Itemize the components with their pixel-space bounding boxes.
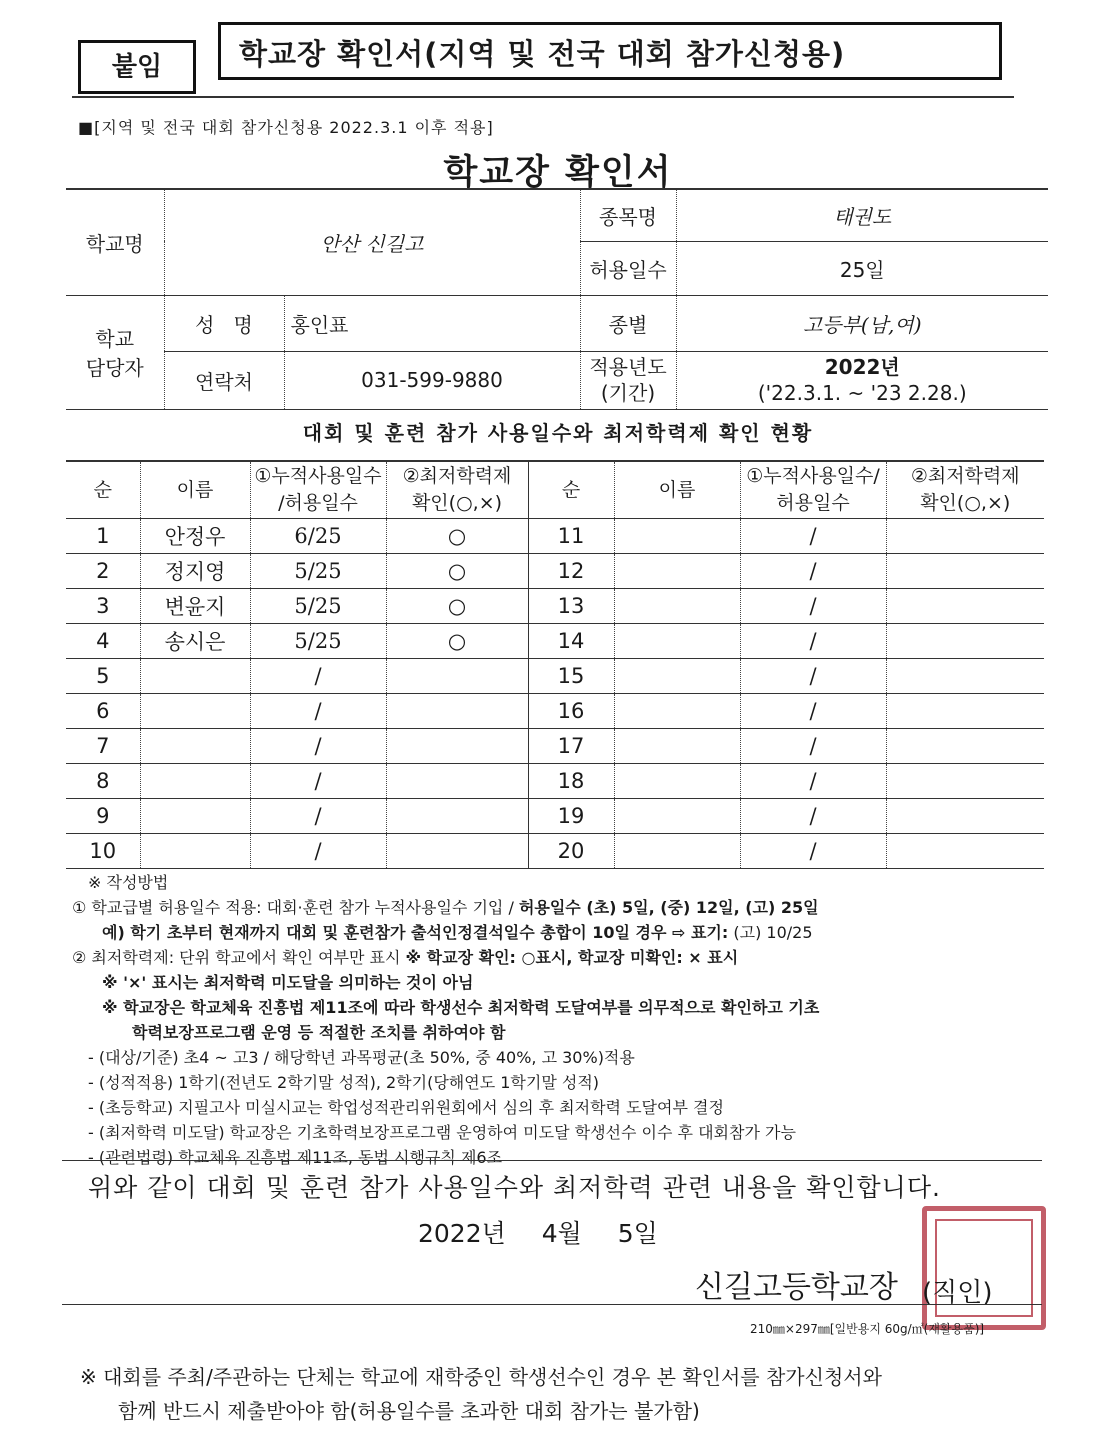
detail-1: - (대상/기준) 초4 ~ 고3 / 해당학년 과목평균(초 50%, 중 40%, 고 30%)적용 <box>88 1048 635 1067</box>
used-days: 5/25 <box>250 624 386 659</box>
used-days-right: / <box>740 659 886 694</box>
table-row <box>66 554 1044 589</box>
table-row <box>66 624 1044 659</box>
student-name-right <box>614 624 740 659</box>
used-days-right: / <box>740 519 886 554</box>
issue-date: 2022년 4월 5일 <box>418 1219 658 1248</box>
used-days-right: / <box>740 624 886 659</box>
instruction-3: ※ '×' 표시는 최저학력 미도달을 의미하는 것이 아님 <box>102 973 474 992</box>
instruction-4b: 학력보장프로그램 운영 등 적절한 조치를 취하여야 함 <box>132 1023 506 1042</box>
attachment-tag: 붙임 <box>78 40 196 94</box>
student-name-right <box>614 519 740 554</box>
bottom-divider <box>62 1304 1042 1305</box>
table-row <box>66 589 1044 624</box>
school-value: 안산 신길고 <box>164 189 580 295</box>
row-number: 9 <box>66 799 140 834</box>
min-check <box>386 834 528 869</box>
used-days: 5/25 <box>250 589 386 624</box>
min-check: ○ <box>386 519 528 554</box>
detail-2: - (성적적용) 1학기(전년도 2학기말 성적), 2학기(당해연도 1학기말 성적) <box>88 1073 600 1092</box>
student-name-right <box>614 729 740 764</box>
min-check <box>386 694 528 729</box>
table-row <box>66 519 1044 554</box>
period-label <box>580 351 676 409</box>
student-name <box>140 729 250 764</box>
row-number: 6 <box>66 694 140 729</box>
student-name <box>140 834 250 869</box>
header-min-right <box>886 461 1044 519</box>
row-number: 5 <box>66 659 140 694</box>
applicability-note: ■[지역 및 전국 대회 참가신청용 2022.3.1 이후 적용] <box>78 118 494 137</box>
min-check: ○ <box>386 589 528 624</box>
instruction-2-text: ② 최저학력제: 단위 학교에서 확인 여부만 표시 <box>72 948 406 967</box>
detail-3: - (초등학교) 지필고사 미실시교는 학업성적관리위원회에서 심의 후 최저학력 도달여부 결정 <box>88 1098 724 1117</box>
student-name-right <box>614 799 740 834</box>
row-number: 1 <box>66 519 140 554</box>
min-check-right <box>886 694 1044 729</box>
instruction-1a <box>72 895 1032 920</box>
roster-body <box>66 519 1044 869</box>
used-days: / <box>250 729 386 764</box>
row-number-right: 20 <box>528 834 614 869</box>
min-check <box>386 729 528 764</box>
student-name-right <box>614 834 740 869</box>
min-check-right <box>886 624 1044 659</box>
document-header-title: 학교장 확인서(지역 및 전국 대회 참가신청용) <box>218 22 1002 80</box>
instruction-2-bold: ※ 학교장 확인: ○표시, 학교장 미확인: × 표시 <box>405 948 739 967</box>
instructions-heading: ※ 작성방법 <box>88 873 169 892</box>
header-min-right-line2: 확인(○,×) <box>920 492 1011 514</box>
student-name: 변윤지 <box>140 589 250 624</box>
seal-mark: (직인) <box>922 1278 993 1308</box>
sport-label: 종목명 <box>580 189 676 241</box>
row-number-right: 18 <box>528 764 614 799</box>
row-number: 10 <box>66 834 140 869</box>
used-days-right: / <box>740 589 886 624</box>
row-number: 2 <box>66 554 140 589</box>
used-days-right: / <box>740 764 886 799</box>
paper-spec: 210㎜×297㎜[일반용지 60g/㎡(재활용품)] <box>750 1322 985 1336</box>
used-days: 6/25 <box>250 519 386 554</box>
header-min-right-line1: ②최저학력제 <box>910 465 1020 488</box>
row-number-right: 14 <box>528 624 614 659</box>
row-number: 7 <box>66 729 140 764</box>
header-used-line2: /허용일수 <box>278 492 358 514</box>
row-number-right: 13 <box>528 589 614 624</box>
used-days: / <box>250 799 386 834</box>
header-used <box>250 461 386 519</box>
contact-label: 연락처 <box>164 351 284 409</box>
student-name <box>140 659 250 694</box>
header-no-right: 순 <box>528 461 614 519</box>
min-check <box>386 659 528 694</box>
principal-title: 신길고등학교장 <box>695 1270 898 1305</box>
student-name-right <box>614 764 740 799</box>
min-check-right <box>886 764 1044 799</box>
top-divider <box>72 96 1014 98</box>
allowed-days-value: 25일 <box>676 241 1048 295</box>
table-row <box>66 764 1044 799</box>
row-number: 3 <box>66 589 140 624</box>
min-check-right <box>886 554 1044 589</box>
instruction-4a: ※ 학교장은 학교체육 진흥법 제11조에 따라 학생선수 최저학력 도달여부를 의무적으로 확인하고 기초 <box>102 998 820 1017</box>
detail-4: - (최저학력 미도달) 학교장은 기초학력보장프로그램 운영하여 미도달 학생선수 이수 후 대회참가 가능 <box>88 1123 796 1142</box>
student-name <box>140 764 250 799</box>
instruction-1b-text: (고) 10/25 <box>728 923 813 942</box>
row-number-right: 15 <box>528 659 614 694</box>
instruction-1a-bold: 허용일수 (초) 5일, (중) 12일, (고) 25일 <box>518 898 819 917</box>
min-check-right <box>886 659 1044 694</box>
instruction-1a-text: ① 학교급별 허용일수 적용: 대회·훈련 참가 누적사용일수 기입 / <box>72 898 519 917</box>
used-days: 5/25 <box>250 554 386 589</box>
student-name <box>140 694 250 729</box>
official-seal <box>922 1206 1046 1330</box>
instruction-2 <box>72 945 1032 970</box>
row-number-right: 11 <box>528 519 614 554</box>
confirm-divider <box>62 1160 1042 1161</box>
instructions <box>72 870 1032 1170</box>
period-year: 2022년 <box>824 355 900 379</box>
period-label-line1: 적용년도 <box>589 355 667 379</box>
row-number: 4 <box>66 624 140 659</box>
roster-table <box>66 460 1044 869</box>
confirmation-statement: 위와 같이 대회 및 훈련 참가 사용일수와 최저학력 관련 내용을 확인합니다. <box>88 1173 941 1202</box>
header-used-right <box>740 461 886 519</box>
header-used-right-line2: 허용일수 <box>776 492 850 514</box>
header-name-right: 이름 <box>614 461 740 519</box>
footer-line1: ※ 대회를 주최/주관하는 단체는 학교에 재학중인 학생선수인 경우 본 확인서를 참가신청서와 <box>80 1365 882 1389</box>
min-check-right <box>886 799 1044 834</box>
used-days-right: / <box>740 694 886 729</box>
used-days-right: / <box>740 799 886 834</box>
category-label: 종별 <box>580 295 676 351</box>
table-row <box>66 834 1044 869</box>
min-check-right <box>886 519 1044 554</box>
manager-label-line2: 담당자 <box>85 356 144 380</box>
header-min-line2: 확인(○,×) <box>411 492 503 514</box>
header-no: 순 <box>66 461 140 519</box>
used-days: / <box>250 659 386 694</box>
school-label: 학교명 <box>66 189 164 295</box>
footer-note <box>80 1360 882 1428</box>
used-days-right: / <box>740 554 886 589</box>
min-check: ○ <box>386 554 528 589</box>
used-days-right: / <box>740 729 886 764</box>
table-row <box>66 659 1044 694</box>
student-name <box>140 799 250 834</box>
sport-value: 태권도 <box>676 189 1048 241</box>
footer-line2: 함께 반드시 제출받아야 함(허용일수를 초과한 대회 참가는 불가함) <box>118 1399 700 1423</box>
header-used-line1: ①누적사용일수 <box>254 465 382 488</box>
name-label: 성 명 <box>164 295 284 351</box>
period-value <box>676 351 1048 409</box>
header-used-right-line1: ①누적사용일수/ <box>746 465 880 488</box>
min-check <box>386 764 528 799</box>
student-name: 안정우 <box>140 519 250 554</box>
category-value: 고등부(남,여) <box>676 295 1048 351</box>
period-range: ('22.3.1. ~ '23 2.28.) <box>757 381 967 405</box>
section-title: 대회 및 훈련 참가 사용일수와 최저학력제 확인 현황 <box>302 421 814 445</box>
min-check-right <box>886 729 1044 764</box>
manager-label-line1: 학교 <box>95 327 135 351</box>
min-check <box>386 799 528 834</box>
row-number-right: 17 <box>528 729 614 764</box>
table-row <box>66 729 1044 764</box>
used-days-right: / <box>740 834 886 869</box>
contact-value: 031-599-9880 <box>284 351 580 409</box>
header-min <box>386 461 528 519</box>
student-name: 송시은 <box>140 624 250 659</box>
row-number-right: 16 <box>528 694 614 729</box>
row-number-right: 19 <box>528 799 614 834</box>
header-min-line1: ②최저학력제 <box>402 465 512 488</box>
min-check-right <box>886 834 1044 869</box>
used-days: / <box>250 834 386 869</box>
min-check: ○ <box>386 624 528 659</box>
used-days: / <box>250 764 386 799</box>
instruction-1b-bold: 예) 학기 초부터 현재까지 대회 및 훈련참가 출석인정결석일수 총합이 10일 경우 ⇨ 표기: <box>102 923 729 942</box>
page-title: 학교장 확인서 <box>443 153 673 193</box>
student-name: 정지영 <box>140 554 250 589</box>
min-check-right <box>886 589 1044 624</box>
student-name-right <box>614 659 740 694</box>
student-name-right <box>614 694 740 729</box>
period-label-line2: (기간) <box>600 381 656 405</box>
manager-label <box>66 295 164 409</box>
student-name-right <box>614 554 740 589</box>
allowed-days-label: 허용일수 <box>580 241 676 295</box>
table-row <box>66 799 1044 834</box>
manager-name: 홍인표 <box>284 295 580 351</box>
instruction-1b <box>72 920 1032 945</box>
student-name-right <box>614 589 740 624</box>
detail-5: - (관련법령) 학교체육 진흥법 제11조, 동법 시행규칙 제6조 <box>88 1148 503 1167</box>
row-number: 8 <box>66 764 140 799</box>
used-days: / <box>250 694 386 729</box>
header-name: 이름 <box>140 461 250 519</box>
info-table <box>66 188 1048 410</box>
table-row <box>66 694 1044 729</box>
row-number-right: 12 <box>528 554 614 589</box>
